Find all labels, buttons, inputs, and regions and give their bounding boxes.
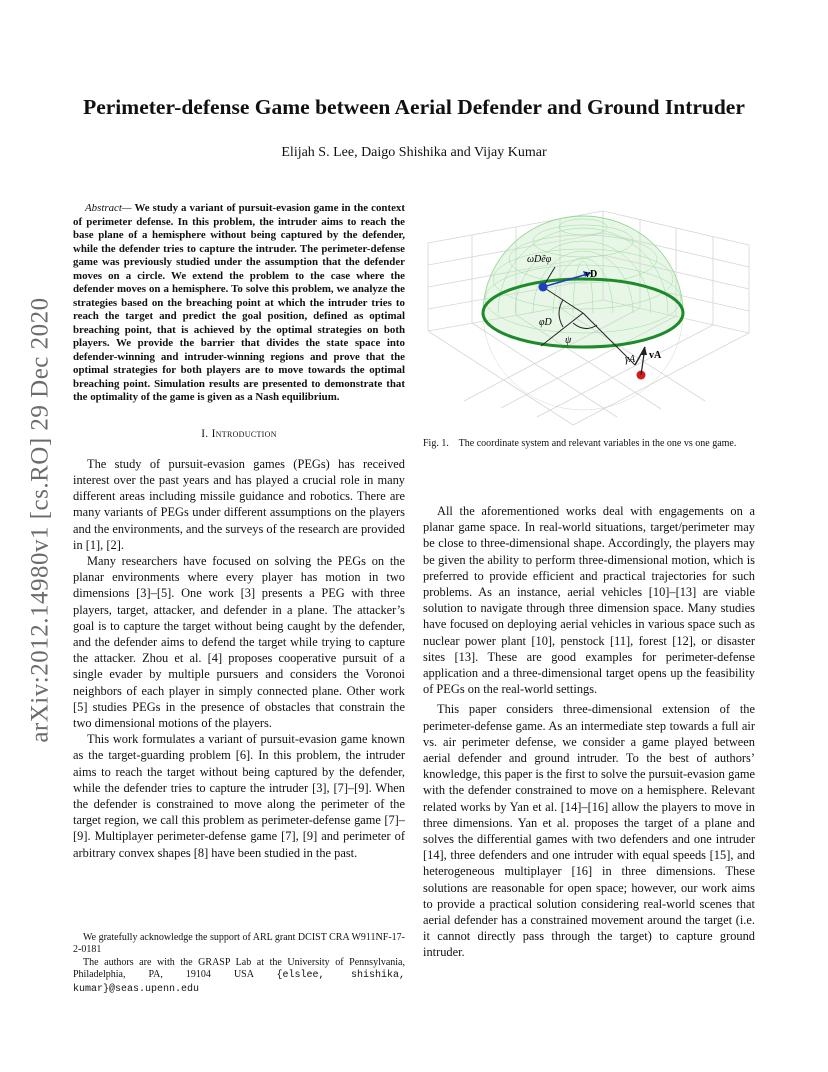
- intro-paragraph-2: Many researchers have focused on solving the PEGs on the planar environments where every player has motion in two dimensions [3]–[5]. One work [3] presents a PEG with three players, target, attacker, and defender in a plane. The attacker’s goal is to capture the target without being caught by the defender, and the defender aims to defend the target while trying to capture the attacker. Zhou et al. [4] proposes cooperative pursuit of a single evader by multiple pursuers and considers the Voronoi neighbors of each player in simply connected plane. Other work [5] studies PEGs in the presence of obstacles that constrain the two dimensional motions of the players.: [73, 553, 405, 730]
- label-omega: ωDêφ: [527, 254, 552, 265]
- section-number: I.: [201, 427, 209, 440]
- left-column: [73, 202, 405, 861]
- section-title: Introduction: [211, 427, 277, 440]
- figure-1: [423, 205, 755, 433]
- hemisphere-surface: [483, 216, 683, 347]
- caption-label: Fig. 1.: [423, 438, 449, 449]
- intro-paragraph-3: This work formulates a variant of pursuit-evasion game known as the target-guarding problem [6]. In this problem, the intruder aims to reach the target without being captured by the defender, while the defender tries to capture the intruder [3], [7]–[9]. When the defender is constrained to move along the perimeter of the target region, we call this problem as perimeter-defense game [7]–[9]. Multiplayer perimeter-defense game [7], [9] and perimeter of arbitrary convex shapes [8] have been studied in the past.: [73, 732, 405, 860]
- author-emails: {elslee, shishika, kumar}@seas.upenn.edu: [73, 970, 405, 995]
- label-gammaA: γA: [625, 354, 636, 365]
- label-vD: vD: [585, 269, 598, 280]
- abstract: Abstract— We study a variant of pursuit-evasion game in the context of perimeter defense. In this problem, the intruder aims to reach the base plane of a hemisphere without being captured by the defender, while the defender tries to capture the intruder. The perimeter-defense game was previously studied under the assumption that the defender moves on a circle. We extend the problem to the case where the defender moves on a hemisphere. To solve this problem, we analyze the strategies based on the breaching point at which the intruder tries to reach the target and predict the goal position, defined as optimal breaching point, that is achieved by the optimal strategies on both players. We provide the barrier that divides the state space into defender-winning and intruder-winning regions and prove that the optimal strategies for both players are to move towards the optimal breaching point. Simulation results are presented to demonstrate that the optimality of the game is given as a Nash equilibrium.: [73, 202, 405, 403]
- label-vA: vA: [649, 350, 662, 361]
- arxiv-stamp: [20, 280, 62, 760]
- label-phiD: φD: [539, 317, 552, 328]
- author-list: Elijah S. Lee, Daigo Shishika and Vijay Kumar: [281, 145, 547, 160]
- section-heading-introduction: [73, 426, 405, 442]
- caption-text: The coordinate system and relevant variables in the one vs one game.: [458, 438, 737, 449]
- figure-caption: [423, 438, 755, 450]
- arxiv-id: arXiv:2012.14980v1 [cs.RO] 29 Dec 2020: [27, 297, 55, 743]
- hemisphere-diagram: [423, 205, 755, 433]
- footnote-acknowledgment: We gratefully acknowledge the support of ARL grant DCIST CRA W911NF-17-2-0181: [73, 932, 405, 956]
- abstract-text: We study a variant of pursuit-evasion game in the context of perimeter defense. In this problem, the intruder aims to reach the base plane of a hemisphere without being captured by the defender, while the defender tries to capture the intruder. The perimeter-defense game was previously studied under the assumption that the defender moves on a circle. We extend the problem to the case where the defender moves on a hemisphere. To solve this problem, we analyze the strategies based on the breaching point at which the intruder tries to reach the target and predict the goal position, defined as optimal breaching point, that is achieved by the optimal strategies on both players. We provide the barrier that divides the state space into defender-winning and intruder-winning regions and prove that the optimal strategies for both players are to move towards the optimal breaching point. Simulation results are presented to demonstrate that the optimality of the game is given as a Nash equilibrium.: [73, 202, 405, 403]
- right-column-text: [423, 503, 755, 961]
- right-paragraph-2: This paper considers three-dimensional extension of the perimeter-defense game. As an intermediate step towards a full air vs. air perimeter defense, we consider a game played between aerial defender and ground intruder. To the best of authors’ knowledge, this paper is the first to solve the pursuit-evasion game with the defender constrained to move on a hemisphere. Relevant related works by Yan et al. [14]–[16] allow the players to move in three dimensions. Yan et al. proposes the target of a plane and solves the differential games with two defenders and one intruder [14], three defenders and one intruder with equal speeds [15], and heterogeneous multiplayer [16] in three dimensions. These solutions are reasonable for open space; however, our work aims to provide a practical solution considering real-world scenes that aerial defender has a constrained movement around the target (i.e. it cannot directly pass through the target) to capture ground intruder.: [423, 702, 755, 960]
- label-psi: ψ: [565, 335, 572, 346]
- paper-title: Perimeter-defense Game between Aerial Defender and Ground Intruder: [83, 95, 745, 119]
- footnotes: [73, 932, 405, 996]
- abstract-label: Abstract: [85, 202, 122, 214]
- right-paragraph-1: All the aforementioned works deal with engagements on a planar game space. In real-world situations, target/perimeter may be close to three-dimensional shape. Accordingly, the players may be given the ability to perform three-dimensional motion, which is preferred to provide efficient and practical trajectories for such problems. As an instance, aerial vehicles [10]–[13] are viable solution to navigate through three dimension space. Many studies have focused on deploying aerial vehicles in various space such as nuclear power plant [10], penstock [11], forest [12], or disaster sites [13]. These are good examples for perimeter-defense application and a three-dimensional target opens up the feasibility of PEGs on the real-world settings.: [423, 504, 755, 697]
- intro-paragraph-1: The study of pursuit-evasion games (PEGs) has received interest over the past years and has played a crucial role in many different areas including missile guidance and robotics. There are many variants of PEGs under different assumptions on the players and the environments, and the surveys of the research are provided in [1], [2].: [73, 456, 405, 552]
- defender-marker: [539, 283, 548, 292]
- footnote-affiliation: The authors are with the GRASP Lab at the University of Pennsylvania, Philadelphia, PA, 19104 USA {elslee, shishika, kumar}@seas.upenn.edu: [73, 956, 405, 995]
